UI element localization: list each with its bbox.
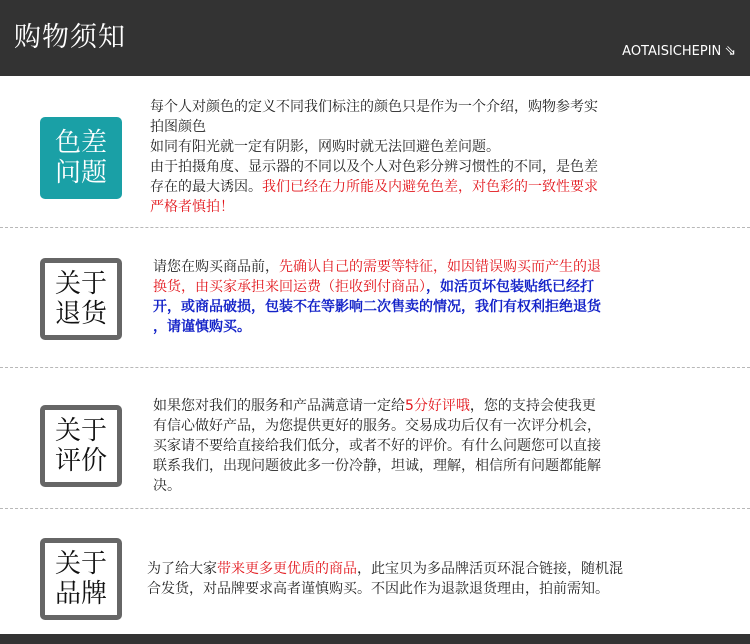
brand-badge-icon: [40, 538, 122, 620]
text-segment: 存在的最大诱因。: [150, 179, 262, 195]
text-line: [150, 197, 598, 217]
text-line: [150, 117, 598, 137]
text-line: [153, 396, 601, 416]
text-line: [153, 416, 601, 436]
text-segment: ，请谨慎购买。: [153, 319, 251, 335]
returns-badge-icon: [40, 258, 122, 340]
text-segment: 换货，由买家承担来回运费（拒收到付商品）: [153, 279, 426, 295]
text-line: [153, 257, 601, 277]
color-difference-badge-icon: [40, 117, 122, 199]
text-segment: 为了给大家: [147, 561, 217, 577]
text-segment: 开，或商品破损，包装不在等影响二次售卖的情况，我们有权利拒绝退货: [153, 299, 601, 315]
text-segment: 买家请不要给直接给我们低分，或者不好的评价。有什么问题您可以直接: [153, 438, 601, 454]
text-segment: 5分好评哦: [405, 398, 470, 414]
text-segment: 我们已经在力所能及内避免色差，对色彩的一致性要求: [262, 179, 598, 195]
returns-text: [153, 257, 601, 337]
color-difference-text: [150, 97, 598, 217]
text-segment: 决。: [153, 478, 181, 494]
text-segment: 拍图颜色: [150, 119, 206, 135]
text-segment: 每个人对颜色的定义不同我们标注的颜色只是作为一个介绍，购物参考实: [150, 99, 598, 115]
text-segment: 请您在购买商品前，: [153, 259, 279, 275]
badge-line-2: 品牌: [54, 579, 107, 609]
reviews-badge-icon: [40, 405, 122, 487]
text-line: [153, 436, 601, 456]
text-segment: 严格者慎拍！: [150, 199, 234, 215]
badge-line-1: 色差: [54, 128, 107, 158]
badge-line-1: 关于: [54, 416, 107, 446]
section-divider: [0, 508, 750, 509]
header-bar: [0, 0, 750, 76]
text-line: [153, 297, 601, 317]
text-line: [153, 456, 601, 476]
text-segment: 联系我们，出现问题彼此多一份冷静，坦诚，理解，相信所有问题都能解: [153, 458, 601, 474]
text-segment: 带来更多更优质的商品: [217, 561, 357, 577]
text-segment: ，您的支持会使我更: [469, 398, 596, 414]
badge-line-2: 问题: [54, 158, 107, 188]
text-segment: ，此宝贝为多品牌活页环混合链接，随机混: [357, 561, 623, 577]
arrow-icon: ⇘: [724, 43, 736, 59]
text-line: [147, 579, 623, 599]
text-line: [150, 97, 598, 117]
text-segment: 有信心做好产品，为您提供更好的服务。交易成功后仅有一次评分机会，: [153, 418, 601, 434]
text-segment: ，如活页坏包装贴纸已经打: [426, 279, 594, 295]
footer-bar: [0, 634, 750, 644]
text-line: [150, 137, 598, 157]
badge-line-2: 评价: [54, 446, 107, 476]
header-subtitle: [622, 42, 736, 61]
brand-text: [147, 559, 623, 599]
text-line: [153, 277, 601, 297]
badge-line-1: 关于: [54, 269, 107, 299]
text-line: [153, 317, 601, 337]
badge-line-2: 退货: [54, 299, 107, 329]
text-segment: 由于拍摄角度、显示器的不同以及个人对色彩分辨习惯性的不同，是色差: [150, 159, 598, 175]
reviews-text: [153, 396, 601, 496]
text-line: [150, 157, 598, 177]
badge-line-1: 关于: [54, 549, 107, 579]
section-divider: [0, 367, 750, 368]
text-line: [153, 476, 601, 496]
text-segment: 如同有阳光就一定有阴影，网购时就无法回避色差问题。: [150, 139, 500, 155]
text-segment: 先确认自己的需要等特征，如因错误购买而产生的退: [279, 259, 601, 275]
text-segment: 合发货，对品牌要求高者谨慎购买。不因此作为退款退货理由，拍前需知。: [147, 581, 609, 597]
brand-name: AOTAISICHEPIN: [622, 44, 722, 59]
text-line: [150, 177, 598, 197]
text-segment: 如果您对我们的服务和产品满意请一定给: [153, 398, 405, 414]
text-line: [147, 559, 623, 579]
page-title: 购物须知: [14, 22, 126, 53]
section-divider: [0, 227, 750, 228]
